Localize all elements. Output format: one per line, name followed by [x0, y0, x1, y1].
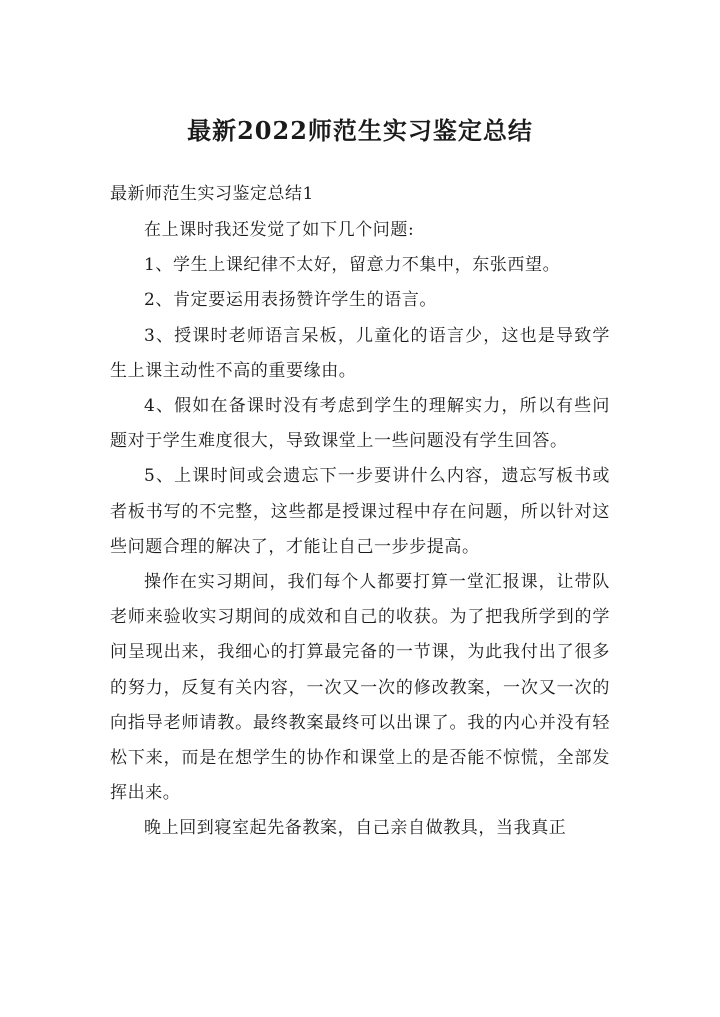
- section-heading: 最新师范生实习鉴定总结1: [110, 184, 314, 204]
- paragraph: 3、授课时老师语言呆板，儿童化的语言少，这也是导致学生上课主动性不高的重要缘由。: [110, 325, 610, 381]
- paragraph: 晚上回到寝室起先备教案，自己亲自做教具，当我真正: [144, 818, 567, 839]
- paragraph: 2、肯定要运用表扬赞许学生的语言。: [144, 290, 438, 311]
- paragraph: 1、学生上课纪律不太好，留意力不集中，东张西望。: [144, 255, 561, 276]
- document-title: 最新2022师范生实习鉴定总结: [187, 116, 533, 145]
- paragraph: 操作在实习期间，我们每个人都要打算一堂汇报课，让带队老师来验收实习期间的成效和自己的收获。为了把我所学到的学问呈现出来，我细心的打算最完备的一节课，为此我付出了很多的努力，反复有关内容，一次又一次的修改教案，一次又一次的向指导老师请教。最终教案最终可以出课了。我的内心并没有轻松下来，而是在想学生的协作和课堂上的是否能不惊慌，全部发挥出来。: [110, 572, 610, 804]
- paragraph: 在上课时我还发觉了如下几个问题:: [144, 220, 415, 240]
- document-body: [110, 213, 610, 847]
- paragraph: 4、假如在备课时没有考虑到学生的理解实力，所以有些问题对于学生难度很大，导致课堂上一些问题没有学生回答。: [110, 396, 610, 452]
- paragraph: 5、上课时间或会遗忘下一步要讲什么内容，遗忘写板书或者板书写的不完整，这些都是授课过程中存在问题，所以针对这些问题合理的解决了，才能让自己一步步提高。: [110, 466, 610, 557]
